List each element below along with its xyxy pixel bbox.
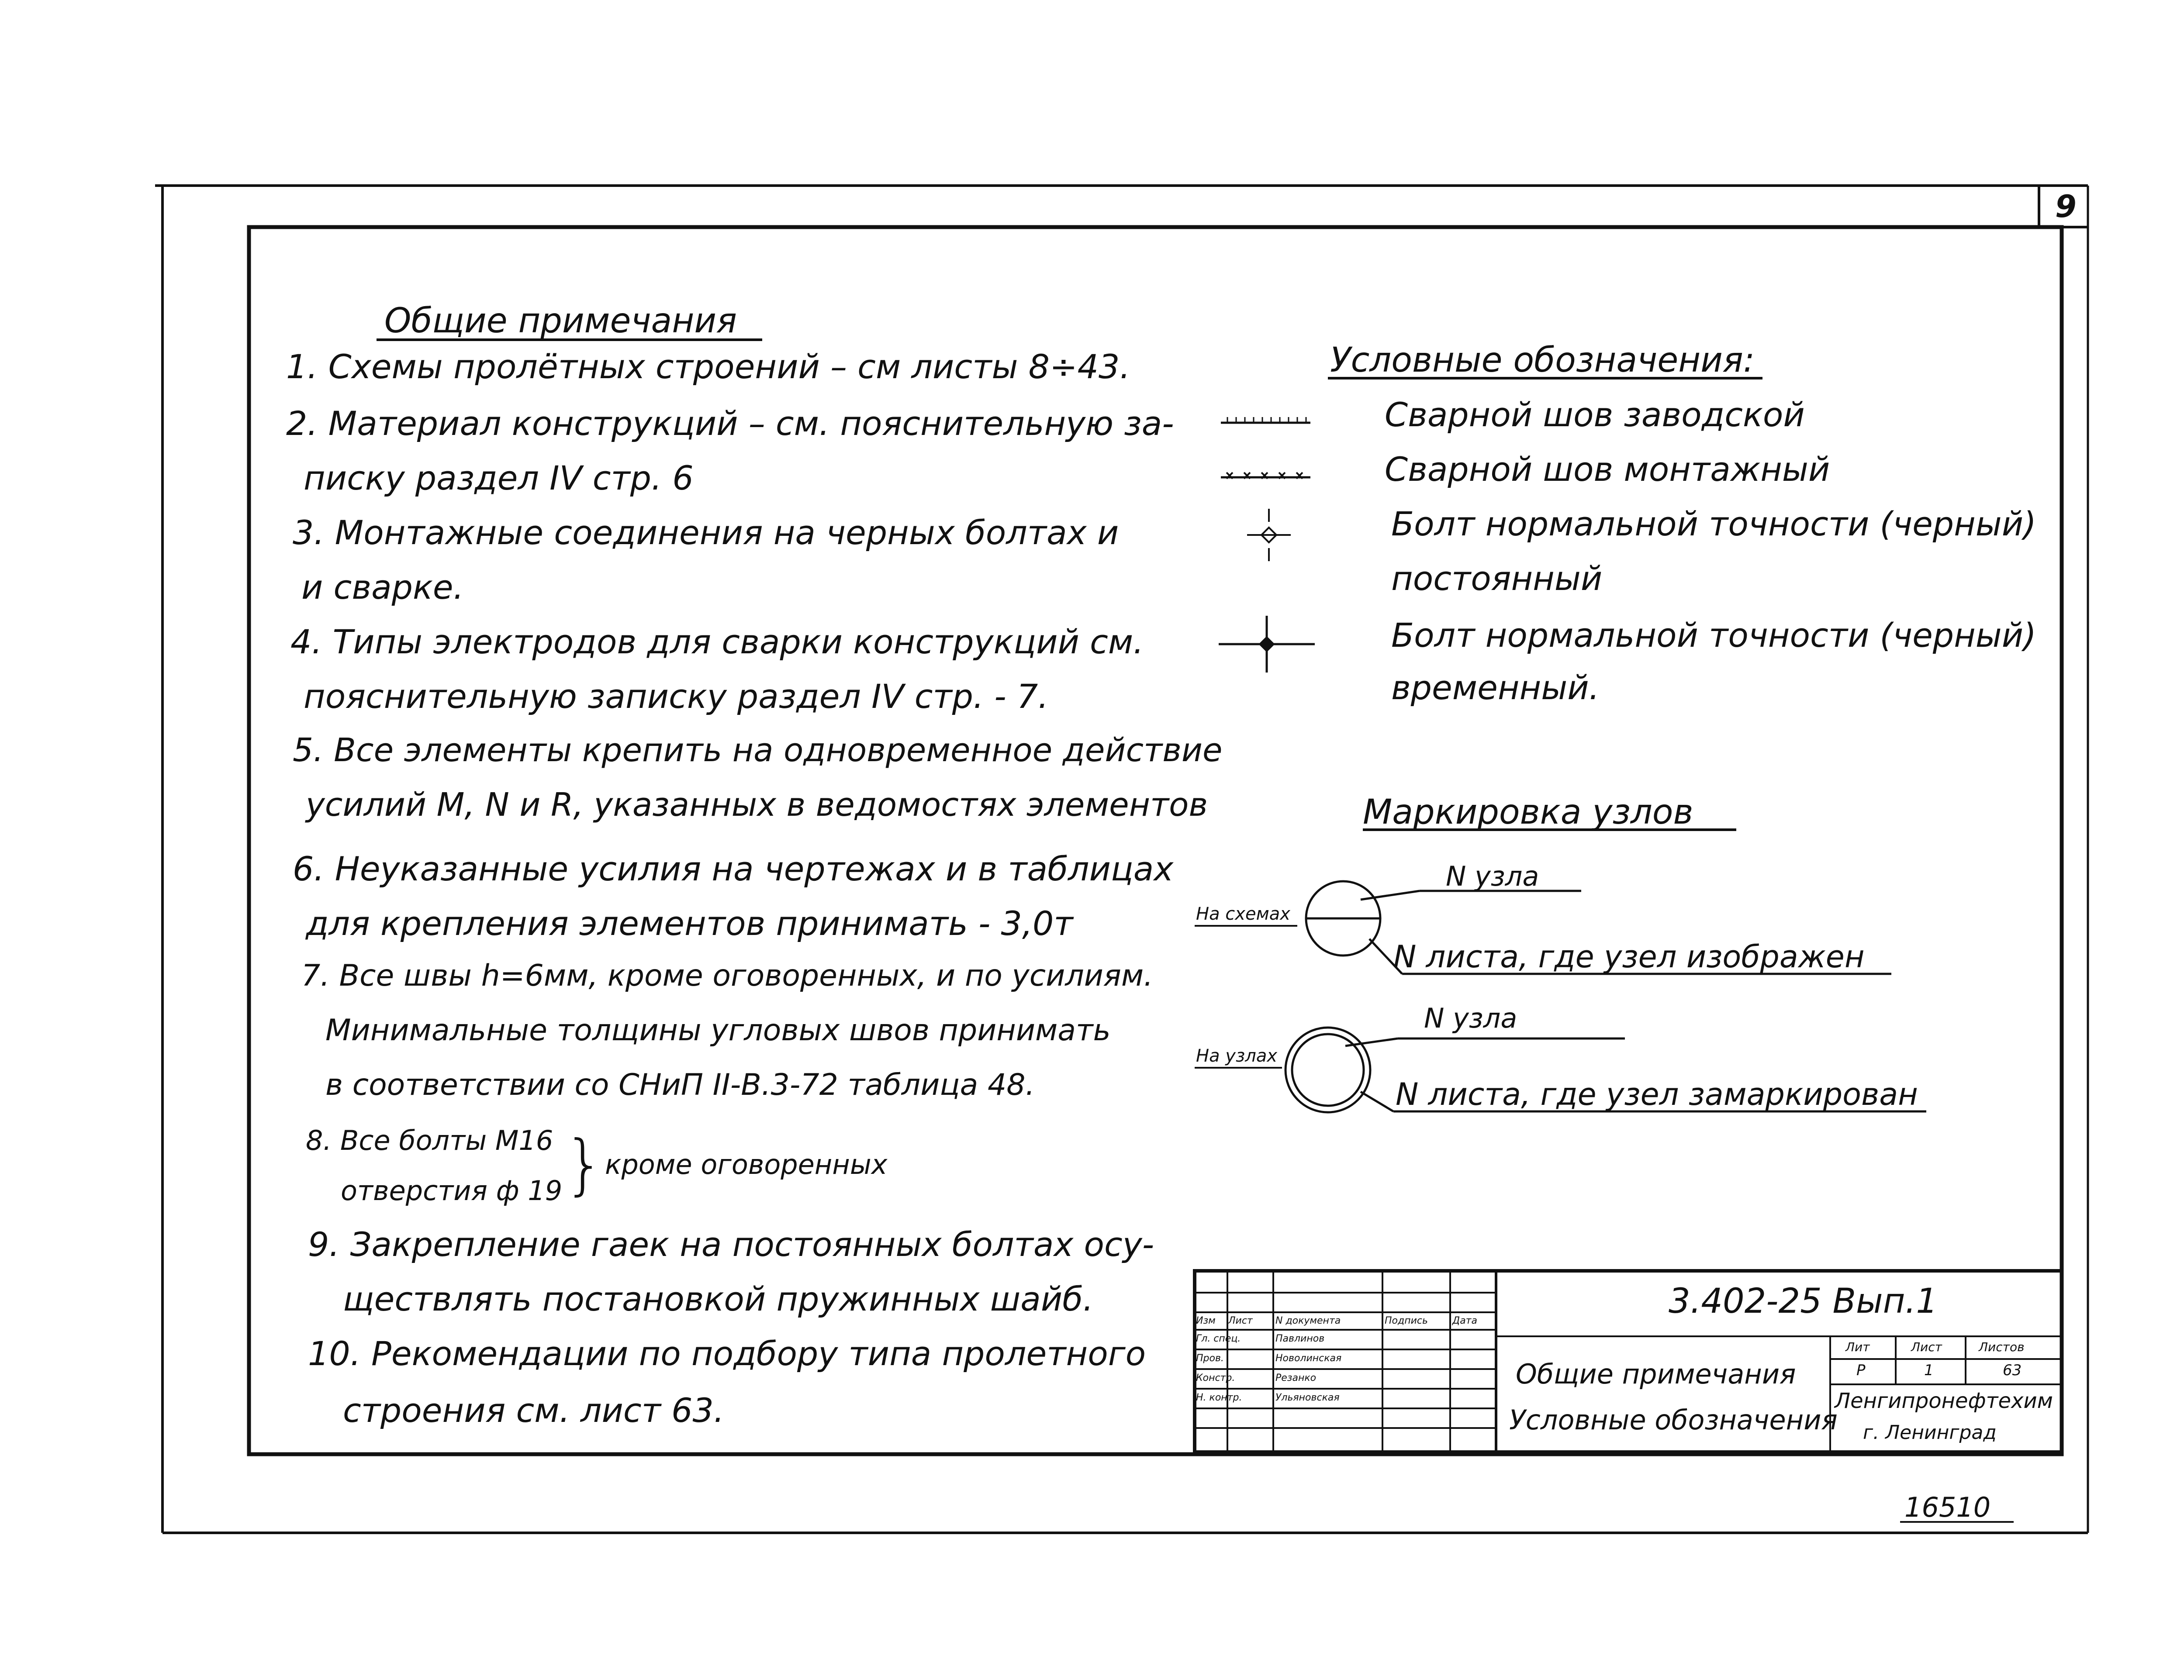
marking-on-nodes-label: На узлах	[1196, 1046, 1277, 1066]
legend-heading: Условные обозначения:	[1330, 341, 1755, 380]
marking-on-nodes-top: N узла	[1424, 1002, 1517, 1034]
organization-city: г. Ленинград	[1863, 1421, 1997, 1444]
field-weld-symbol	[1221, 473, 1310, 479]
tb-name: Новолинская	[1275, 1353, 1342, 1364]
shop-weld-symbol	[1221, 417, 1310, 423]
sheet-header: Лист	[1911, 1340, 1942, 1354]
legend-item-temporary-bolt: Болт нормальной точности (черный)	[1391, 616, 2036, 655]
temporary-bolt-symbol	[1219, 616, 1315, 673]
sheet-title-2: Условные обозначения	[1509, 1404, 1838, 1436]
note-line: 1. Схемы пролётных строений – см листы 8÷43.	[286, 347, 1130, 386]
note-brace: }	[563, 1127, 605, 1203]
sheets-header: Листов	[1979, 1340, 2025, 1354]
sheets-value: 63	[2003, 1362, 2022, 1379]
sheet-value: 1	[1924, 1362, 1934, 1379]
marking-on-schemes-label: На схемах	[1196, 904, 1290, 924]
note-line: Минимальные толщины угловых швов принимать	[325, 1013, 1111, 1048]
note-line: 6. Неуказанные усилия на чертежах и в таблицах	[293, 849, 1174, 888]
note-line: 2. Материал конструкций – см. пояснительную за-	[286, 404, 1174, 443]
note-line: 8. Все болты М16	[306, 1125, 553, 1156]
tb-col-header: N документа	[1275, 1315, 1341, 1326]
stage-value: Р	[1856, 1362, 1866, 1379]
page-number: 9	[2055, 189, 2077, 224]
legend-item-field-weld: Сварной шов монтажный	[1385, 450, 1830, 489]
tb-name: Резанко	[1275, 1373, 1317, 1383]
tb-role: Констр.	[1196, 1373, 1235, 1383]
permanent-bolt-symbol	[1247, 509, 1291, 561]
note-line: 3. Монтажные соединения на черных болтах и	[293, 513, 1119, 552]
note-line: кроме оговоренных	[605, 1149, 888, 1180]
note-line: в соответствии со СНиП II-В.3-72 таблица 48.	[325, 1068, 1035, 1102]
legend-item-permanent-bolt: Болт нормальной точности (черный)	[1391, 504, 2036, 543]
legend-item-shop-weld: Сварной шов заводской	[1385, 395, 1805, 434]
tb-col-header: Дата	[1452, 1315, 1477, 1326]
tb-col-header: Изм	[1196, 1315, 1216, 1326]
note-line: 7. Все швы h=6мм, кроме оговоренных, и по усилиям.	[301, 959, 1153, 993]
marking-heading: Маркировка узлов	[1363, 793, 1693, 832]
note-line: ществлять постановкой пружинных шайб.	[343, 1280, 1094, 1318]
document-code: 3.402-25 Вып.1	[1669, 1282, 1938, 1321]
sheet-title-1: Общие примечания	[1516, 1358, 1796, 1390]
marking-on-schemes-bottom: N листа, где узел изображен	[1393, 939, 1865, 975]
archive-number: 16510	[1904, 1491, 1991, 1523]
legend-item-temporary-bolt-note: временный.	[1391, 668, 1600, 707]
marking-on-nodes-bottom: N листа, где узел замаркирован	[1396, 1076, 1918, 1112]
marking-on-schemes-top: N узла	[1446, 860, 1539, 892]
note-line: 4. Типы электродов для сварки конструкций см.	[290, 622, 1144, 661]
stage-header: Лит	[1845, 1340, 1870, 1354]
note-line: пояснительную записку раздел IV стр. - 7.	[304, 677, 1049, 716]
tb-role: Н. контр.	[1196, 1392, 1242, 1403]
tb-col-header: Подпись	[1385, 1315, 1428, 1326]
note-line: усилий M, N и R, указанных в ведомостях элементов	[306, 786, 1208, 824]
note-line: 9. Закрепление гаек на постоянных болтах осу-	[308, 1225, 1154, 1264]
note-line: и сварке.	[301, 568, 464, 607]
tb-col-header: Лист	[1228, 1315, 1253, 1326]
tb-name: Ульяновская	[1275, 1392, 1340, 1403]
tb-name: Павлинов	[1275, 1333, 1325, 1344]
note-line: 5. Все элементы крепить на одновременное действие	[293, 731, 1223, 769]
note-line: отверстия ф 19	[341, 1175, 563, 1207]
notes-heading: Общие примечания	[384, 301, 737, 341]
organization-name: Ленгипронефтехим	[1835, 1389, 2053, 1413]
note-line: писку раздел IV стр. 6	[304, 459, 694, 497]
tb-role: Гл. спец.	[1196, 1333, 1241, 1344]
note-line: для крепления элементов принимать - 3,0т	[306, 904, 1073, 943]
legend-item-permanent-bolt-note: постоянный	[1391, 559, 1603, 598]
note-line: строения см. лист 63.	[343, 1391, 724, 1430]
note-line: 10. Рекомендации по подбору типа пролетного	[308, 1334, 1146, 1373]
tb-role: Пров.	[1196, 1353, 1224, 1364]
